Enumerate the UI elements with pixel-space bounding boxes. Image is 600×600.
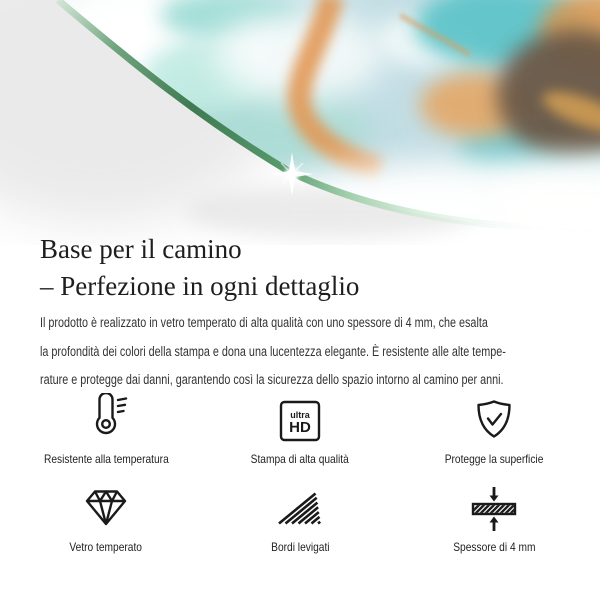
feature-label: Stampa di alta qualità <box>250 452 350 466</box>
ultra-text: ultra <box>290 410 310 420</box>
thermometer-icon <box>78 392 134 450</box>
feature-label: Protegge la superficie <box>444 452 544 466</box>
feature-polished-edges <box>212 480 388 568</box>
feature-thickness <box>388 480 600 568</box>
polished-edges-icon <box>272 480 328 538</box>
description-line: rature e protegge dai danni, garantendo così la sicurezza dello spazio intorno al camino per anni. <box>40 372 504 387</box>
diamond-icon <box>78 480 134 538</box>
description-line: Il prodotto è realizzato in vetro temperato di alta qualità con uno spessore di 4 mm, che esalta <box>40 315 488 330</box>
feature-surface-protection <box>388 392 600 480</box>
feature-label: Resistente alla temperatura <box>43 452 169 466</box>
description-line: la profondità dei colori della stampa e dona una lucentezza elegante. È resistente alle alte tempe- <box>40 343 506 359</box>
product-photo <box>0 0 600 245</box>
feature-label: Bordi levigati <box>270 540 330 554</box>
feature-temperature <box>0 392 212 480</box>
product-description <box>40 309 600 395</box>
page-title <box>40 231 359 305</box>
feature-print-quality <box>212 392 388 480</box>
feature-label: Spessore di 4 mm <box>452 540 536 554</box>
feature-tempered-glass <box>0 480 212 568</box>
title-line-1: Base per il camino <box>40 234 242 264</box>
feature-grid <box>0 392 600 568</box>
thickness-4mm-icon <box>466 480 522 538</box>
hd-text: HD <box>289 419 311 436</box>
shield-check-icon <box>466 392 522 450</box>
ultra-hd-icon <box>272 392 328 450</box>
feature-label: Vetro temperato <box>69 540 143 554</box>
title-line-2: – Perfezione in ogni dettaglio <box>40 271 360 301</box>
